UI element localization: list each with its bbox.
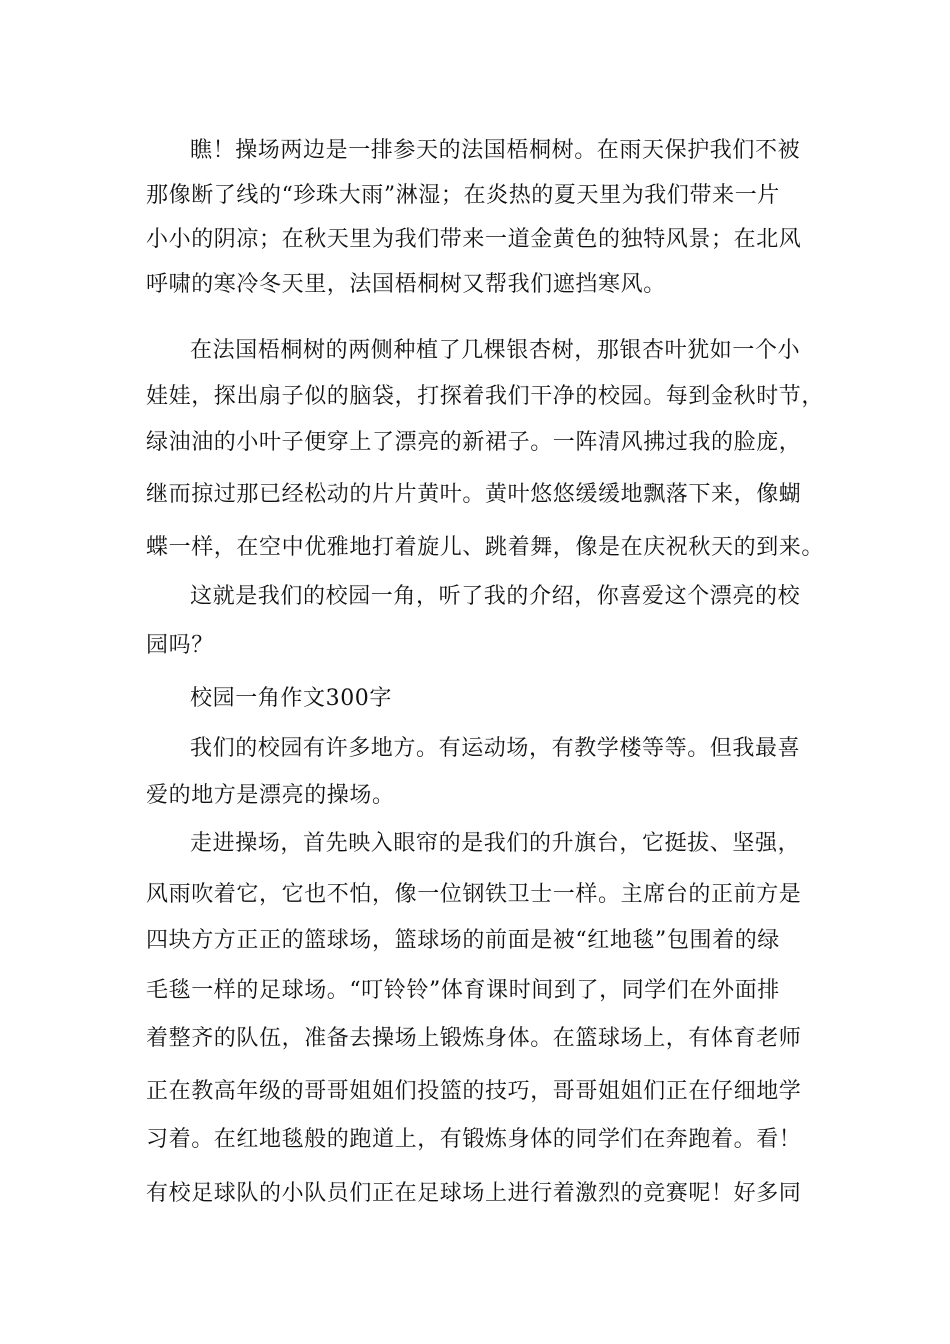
text-line: 正在教高年级的哥哥姐姐们投篮的技巧，哥哥姐姐们正在仔细地学 bbox=[146, 1079, 802, 1104]
text-line: 在法国梧桐树的两侧种植了几棵银杏树，那银杏叶犹如一个小 bbox=[190, 338, 801, 363]
text-line: 四块方方正正的篮球场，篮球场的前面是被“红地毯”包围着的绿 bbox=[146, 928, 780, 953]
text-line: 绿油油的小叶子便穿上了漂亮的新裙子。一阵清风拂过我的脸庞， bbox=[146, 430, 802, 455]
section-title: 校园一角作文300字 bbox=[190, 686, 392, 711]
text-line: 瞧！操场两边是一排参天的法国梧桐树。在雨天保护我们不被 bbox=[190, 138, 801, 163]
text-line: 娃娃，探出扇子似的脑袋，打探着我们干净的校园。每到金秋时节， bbox=[146, 384, 825, 409]
text-line: 着整齐的队伍，准备去操场上锻炼身体。在篮球场上，有体育老师 bbox=[146, 1026, 802, 1051]
text-line: 习着。在红地毯般的跑道上，有锻炼身体的同学们在奔跑着。看！ bbox=[146, 1127, 802, 1152]
text-line: 蝶一样，在空中优雅地打着旋儿、跳着舞，像是在庆祝秋天的到来。 bbox=[146, 535, 825, 560]
text-line: 爱的地方是漂亮的操场。 bbox=[146, 783, 395, 808]
text-line: 那像断了线的“珍珠大雨”淋湿；在炎热的夏天里为我们带来一片 bbox=[146, 183, 780, 208]
text-line: 毛毯一样的足球场。“叮铃铃”体育课时间到了，同学们在外面排 bbox=[146, 978, 780, 1003]
text-line: 走进操场，首先映入眼帘的是我们的升旗台，它挺拔、坚强， bbox=[190, 831, 801, 856]
text-line: 这就是我们的校园一角，听了我的介绍，你喜爱这个漂亮的校 bbox=[190, 584, 801, 609]
text-line: 我们的校园有许多地方。有运动场，有教学楼等等。但我最喜 bbox=[190, 736, 801, 761]
text-line: 继而掠过那已经松动的片片黄叶。黄叶悠悠缓缓地飘落下来，像蝴 bbox=[146, 482, 802, 507]
text-line: 小小的阴凉；在秋天里为我们带来一道金黄色的独特风景；在北风 bbox=[146, 227, 802, 252]
text-line: 风雨吹着它，它也不怕，像一位钢铁卫士一样。主席台的正前方是 bbox=[146, 882, 802, 907]
text-line: 有校足球队的小队员们正在足球场上进行着激烈的竞赛呢！好多同 bbox=[146, 1181, 802, 1206]
text-line: 呼啸的寒冷冬天里，法国梧桐树又帮我们遮挡寒风。 bbox=[146, 272, 666, 297]
text-line: 园吗？ bbox=[146, 633, 214, 658]
